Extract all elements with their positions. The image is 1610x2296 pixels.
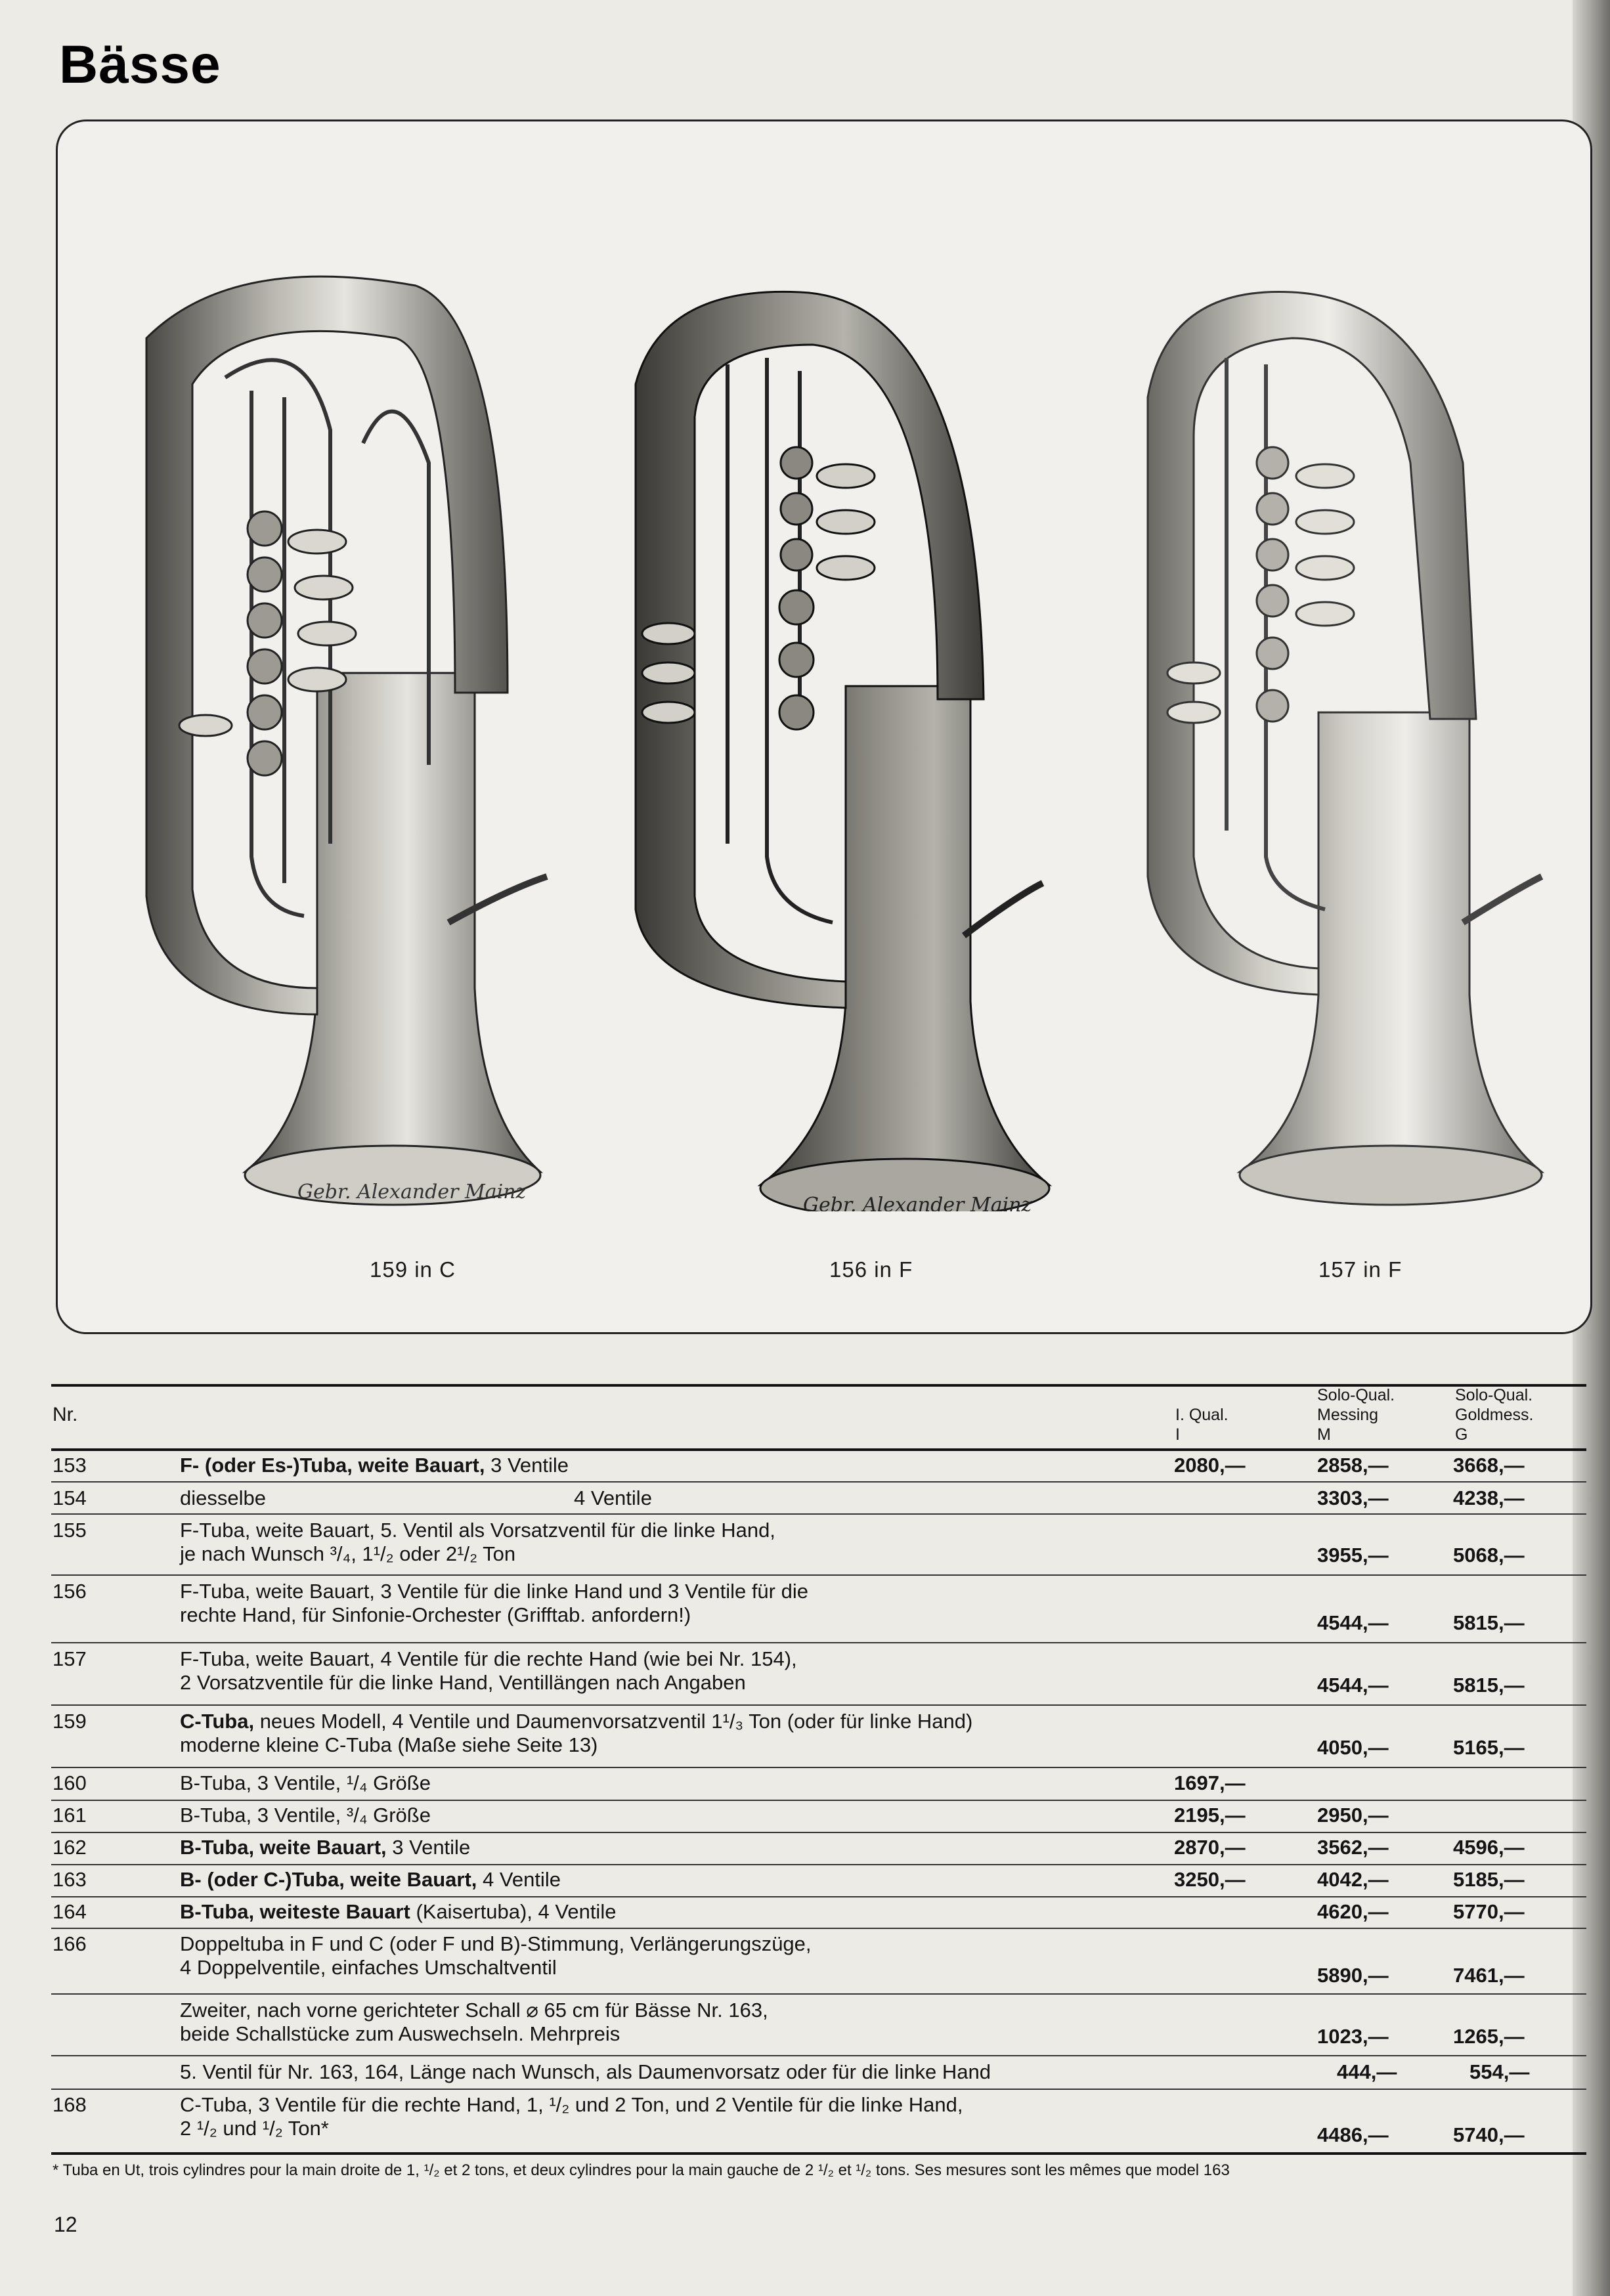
row-description	[180, 1580, 1204, 1627]
price-m: 4050,—	[1317, 1736, 1389, 1759]
row-rule	[51, 1993, 1586, 1995]
row-description	[180, 1836, 1204, 1859]
price-m: 4544,—	[1317, 1674, 1389, 1697]
price-m: 1023,—	[1317, 2025, 1389, 2048]
row-description	[180, 1999, 1204, 2046]
price-i: 2870,—	[1174, 1836, 1246, 1859]
price-m: 444,—	[1337, 2060, 1397, 2083]
row-text: 5. Ventil für Nr. 163, 164, Länge nach Wunsch, als Daumenvorsatz oder für die linke Hand	[180, 2060, 991, 2083]
row-text: F-Tuba, weite Bauart, 3 Ventile für die linke Hand und 3 Ventile für die	[180, 1580, 808, 1603]
row-description	[180, 1486, 1204, 1510]
row-number: 157	[53, 1647, 87, 1670]
engraving-text: Gebr. Alexander Mainz	[297, 1180, 527, 1203]
row-number: 162	[53, 1836, 87, 1859]
row-text: F-Tuba, weite Bauart, 4 Ventile für die rechte Hand (wie bei Nr. 154),	[180, 1647, 797, 1670]
row-number: 156	[53, 1580, 87, 1603]
price-g: 5165,—	[1453, 1736, 1525, 1759]
price-g: 4596,—	[1453, 1836, 1525, 1859]
row-number: 160	[53, 1771, 87, 1794]
row-text: diesselbe	[180, 1486, 266, 1509]
row-number: 155	[53, 1519, 87, 1542]
row-title: B-Tuba, weiteste Bauart	[180, 1900, 410, 1923]
row-number: 159	[53, 1710, 87, 1733]
row-description	[180, 1868, 1204, 1892]
header-col3-line: G	[1455, 1425, 1468, 1444]
row-text: 3 Ventile	[485, 1454, 569, 1477]
row-number: 163	[53, 1868, 87, 1891]
row-text-line2: je nach Wunsch ³/₄, 1¹/₂ oder 2¹/₂ Ton	[180, 1542, 516, 1565]
row-rule	[51, 1832, 1586, 1833]
header-col1-line: I	[1175, 1425, 1180, 1444]
row-number: 161	[53, 1804, 87, 1827]
price-m: 4620,—	[1317, 1900, 1389, 1923]
header-col2-line: M	[1317, 1425, 1331, 1444]
engraving-text: Gebr. Alexander Mainz	[803, 1194, 1032, 1211]
row-text: C-Tuba, 3 Ventile für die rechte Hand, 1, ¹/₂ und 2 Ton, und 2 Ventile für die linke Hand,	[180, 2093, 963, 2116]
row-title: B- (oder C-)Tuba, weite Bauart,	[180, 1868, 477, 1891]
price-g: 5770,—	[1453, 1900, 1525, 1923]
header-col1	[1175, 1405, 1229, 1444]
price-g: 1265,—	[1453, 2025, 1525, 2048]
photo-frame	[56, 119, 1592, 1334]
price-m: 3562,—	[1317, 1836, 1389, 1859]
row-rule	[51, 1574, 1586, 1576]
row-rule	[51, 1864, 1586, 1865]
header-col2	[1317, 1385, 1395, 1444]
header-rule	[51, 1448, 1586, 1451]
row-description	[180, 1519, 1204, 1566]
page-heading: Bässe	[59, 35, 221, 95]
row-text: (Kaisertuba), 4 Ventile	[410, 1900, 617, 1923]
price-g: 3668,—	[1453, 1454, 1525, 1477]
price-i: 1697,—	[1174, 1771, 1246, 1794]
row-text-line2: 4 Doppelventile, einfaches Umschaltventil	[180, 1956, 557, 1979]
price-m: 3955,—	[1317, 1544, 1389, 1567]
price-g: 5185,—	[1453, 1868, 1525, 1891]
row-text-line2: 2 Vorsatzventile für die linke Hand, Ventillängen nach Angaben	[180, 1671, 746, 1694]
header-col1-line: I. Qual.	[1175, 1406, 1229, 1424]
tuba-photo	[87, 266, 599, 1211]
price-i: 2195,—	[1174, 1804, 1246, 1827]
row-description	[180, 1771, 1204, 1795]
row-text: Doppeltuba in F und C (oder F und B)-Stimmung, Verlängerungszüge,	[180, 1932, 812, 1955]
row-description	[180, 1710, 1204, 1757]
row-text-line2: moderne kleine C-Tuba (Maße siehe Seite 13)	[180, 1733, 598, 1756]
row-text: neues Modell, 4 Ventile und Daumenvorsatzventil 1¹/₃ Ton (oder für linke Hand)	[254, 1710, 973, 1733]
row-description	[180, 1900, 1204, 1924]
header-col2-line: Messing	[1317, 1406, 1379, 1424]
price-m: 5890,—	[1317, 1964, 1389, 1987]
footnote: * Tuba en Ut, trois cylindres pour la main droite de 1, ¹/₂ et 2 tons, et deux cylindres pour la main gauche de 2 ¹/₂ et ¹/₂ tons. Ses mesures sont les mêmes que model 163	[53, 2161, 1230, 2179]
row-text-line2: beide Schallstücke zum Auswechseln. Mehrpreis	[180, 2022, 620, 2045]
price-g: 5815,—	[1453, 1611, 1525, 1634]
price-g: 5740,—	[1453, 2123, 1525, 2146]
row-title: F- (oder Es-)Tuba, weite Bauart,	[180, 1454, 485, 1477]
row-number: 164	[53, 1900, 87, 1923]
row-rule	[51, 1704, 1586, 1706]
tuba-photo	[570, 266, 1069, 1211]
header-col3-line: Goldmess.	[1455, 1406, 1534, 1424]
row-text: Zweiter, nach vorne gerichteter Schall ⌀ 65 cm für Bässe Nr. 163,	[180, 1999, 768, 2022]
photo-caption: 159 in C	[370, 1257, 456, 1282]
photo-caption: 157 in F	[1318, 1257, 1403, 1282]
header-col3-line: Solo-Qual.	[1455, 1386, 1533, 1404]
row-rule	[51, 1642, 1586, 1643]
row-text-line2: rechte Hand, für Sinfonie-Orchester (Grifftab. anfordern!)	[180, 1603, 691, 1626]
row-text: 4 Ventile	[477, 1868, 561, 1891]
row-rule	[51, 2089, 1586, 2090]
price-m: 2858,—	[1317, 1454, 1389, 1477]
row-text-line2: 2 ¹/₂ und ¹/₂ Ton*	[180, 2117, 329, 2140]
row-description	[180, 1647, 1204, 1695]
photo-caption: 156 in F	[829, 1257, 913, 1282]
price-m: 4486,—	[1317, 2123, 1389, 2146]
row-text: 3 Ventile	[386, 1836, 471, 1859]
price-g: 5068,—	[1453, 1544, 1525, 1567]
row-text: B-Tuba, 3 Ventile, ³/₄ Größe	[180, 1804, 431, 1827]
price-i: 3250,—	[1174, 1868, 1246, 1891]
row-description	[180, 2093, 1204, 2140]
price-g: 5815,—	[1453, 1674, 1525, 1697]
price-i: 2080,—	[1174, 1454, 1246, 1477]
row-rule	[51, 1928, 1586, 1929]
row-description	[180, 1932, 1204, 1980]
header-nr: Nr.	[53, 1404, 78, 1425]
row-ventile: 4 Ventile	[574, 1486, 652, 1509]
row-title: C-Tuba,	[180, 1710, 255, 1733]
header-col3	[1455, 1385, 1533, 1444]
price-g: 7461,—	[1453, 1964, 1525, 1987]
row-text: F-Tuba, weite Bauart, 5. Ventil als Vorsatzventil für die linke Hand,	[180, 1519, 775, 1542]
header-col2-line: Solo-Qual.	[1317, 1386, 1395, 1404]
price-g: 4238,—	[1453, 1486, 1525, 1509]
row-description	[180, 1454, 1204, 1477]
tuba-photo	[1056, 266, 1568, 1211]
row-rule	[51, 2055, 1586, 2056]
row-rule	[51, 1800, 1586, 1801]
row-rule	[51, 1896, 1586, 1897]
price-m: 4544,—	[1317, 1611, 1389, 1634]
row-rule	[51, 1481, 1586, 1483]
row-rule	[51, 1767, 1586, 1768]
price-m: 3303,—	[1317, 1486, 1389, 1509]
row-number: 154	[53, 1486, 87, 1509]
row-description	[180, 2060, 1204, 2084]
price-m: 2950,—	[1317, 1804, 1389, 1827]
page-number: 12	[54, 2213, 77, 2236]
table-bottom-rule	[51, 2152, 1586, 2155]
row-number: 166	[53, 1932, 87, 1955]
row-number: 153	[53, 1454, 87, 1477]
row-description	[180, 1804, 1204, 1827]
price-m: 4042,—	[1317, 1868, 1389, 1891]
price-g: 554,—	[1469, 2060, 1530, 2083]
row-rule	[51, 1513, 1586, 1515]
row-text: B-Tuba, 3 Ventile, ¹/₄ Größe	[180, 1771, 431, 1794]
row-number: 168	[53, 2093, 87, 2116]
row-title: B-Tuba, weite Bauart,	[180, 1836, 387, 1859]
